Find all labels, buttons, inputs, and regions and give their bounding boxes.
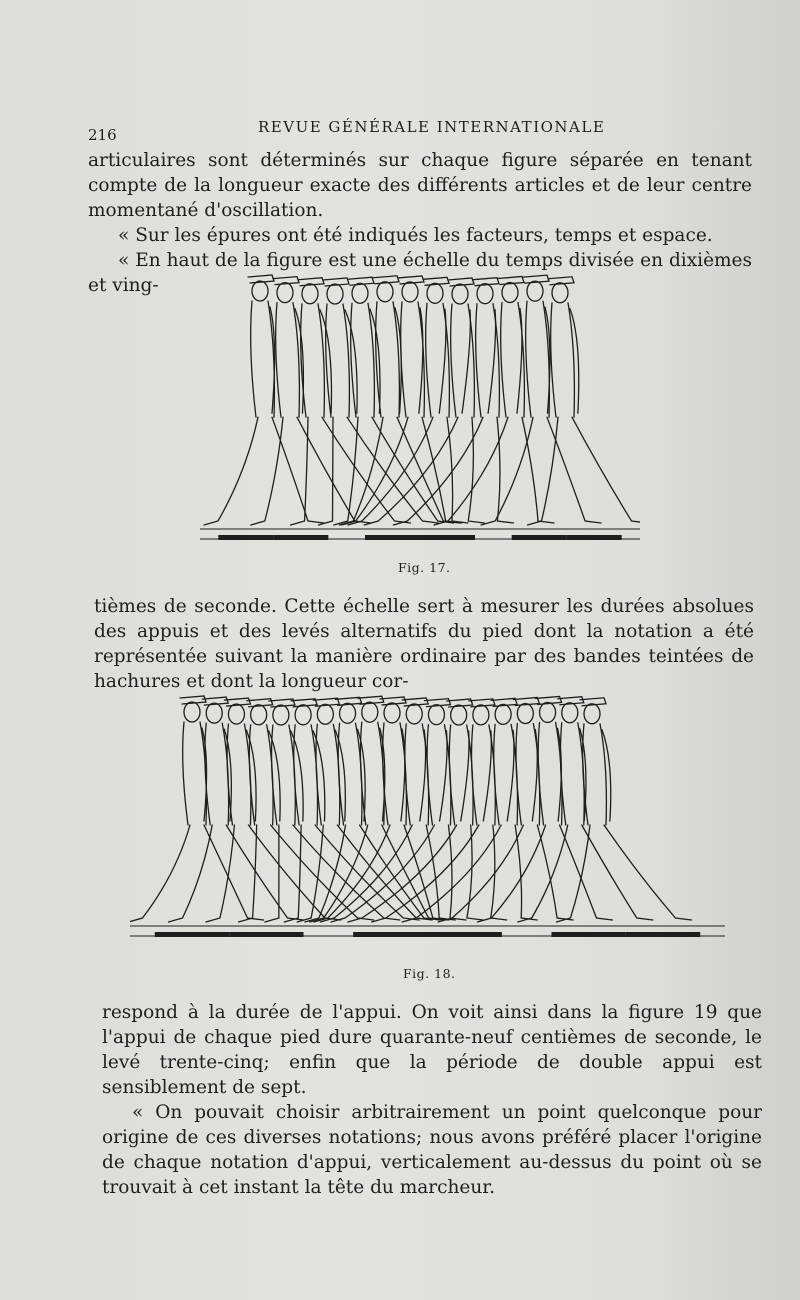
text-block-middle bbox=[94, 594, 754, 694]
leg bbox=[272, 417, 324, 523]
walker-phase bbox=[348, 699, 483, 922]
leg bbox=[169, 825, 213, 922]
torso bbox=[560, 723, 584, 825]
support-band bbox=[273, 535, 328, 540]
head bbox=[302, 284, 318, 304]
paragraph: tièmes de seconde. Cette échelle sert à mesurer les durées absolues des appuis et des levés alternatifs du pied dont la notation a été représentée suivant la manière ordinaire par des bandes teintées de hachures et dont la longueur cor- bbox=[94, 596, 754, 692]
paragraph: « En haut de la figure est une échelle du temps divisée en dixièmes et ving- bbox=[88, 250, 752, 296]
head bbox=[428, 705, 444, 725]
torso bbox=[294, 725, 318, 825]
paragraph: articulaires sont déterminés sur chaque figure séparée en tenant compte de la longueur exacte des différents articles et de leur centre momentané d'oscillation. bbox=[88, 150, 752, 221]
head bbox=[473, 705, 489, 725]
walker-phase bbox=[372, 699, 507, 922]
cap bbox=[323, 278, 349, 286]
arm bbox=[439, 309, 446, 413]
leg bbox=[497, 417, 513, 523]
head bbox=[252, 281, 268, 301]
leg bbox=[518, 825, 568, 922]
arm bbox=[461, 731, 469, 821]
cap bbox=[248, 275, 274, 283]
torso bbox=[276, 303, 300, 418]
leg bbox=[547, 417, 601, 523]
cap bbox=[473, 278, 499, 286]
arm bbox=[462, 310, 470, 413]
leg bbox=[537, 825, 573, 920]
head bbox=[277, 283, 293, 303]
walker-phases bbox=[204, 275, 640, 525]
walker-phase bbox=[130, 696, 264, 922]
leg bbox=[130, 825, 190, 922]
torso bbox=[183, 722, 207, 825]
head bbox=[317, 704, 333, 724]
torso bbox=[326, 304, 350, 417]
head bbox=[502, 283, 518, 303]
leg bbox=[204, 417, 258, 525]
head bbox=[384, 703, 400, 723]
leg bbox=[522, 417, 554, 523]
torso bbox=[360, 722, 384, 825]
cap bbox=[558, 697, 584, 705]
arm bbox=[532, 730, 537, 822]
torso bbox=[205, 723, 229, 825]
support-band bbox=[365, 535, 420, 540]
leg bbox=[342, 417, 408, 525]
leg bbox=[448, 825, 466, 920]
head bbox=[477, 284, 493, 304]
walker-phase bbox=[320, 698, 455, 922]
paragraph: respond à la durée de l'appui. On voit ainsi dans la figure 19 que l'appui de chaque pied dure quarante-neuf centièmes de seconde, le levé trente-cinq; enfin que la période de double appui est sensiblement de sept. bbox=[102, 1002, 762, 1098]
torso bbox=[301, 304, 325, 417]
head bbox=[340, 703, 356, 723]
text-block-bottom bbox=[102, 1000, 762, 1200]
head bbox=[273, 705, 289, 725]
support-notation-bands bbox=[218, 535, 621, 540]
walker-phase bbox=[334, 277, 454, 525]
head bbox=[206, 703, 222, 723]
head bbox=[452, 284, 468, 304]
figure-17-caption: Fig. 17. bbox=[398, 560, 451, 575]
leg bbox=[265, 825, 279, 922]
torso bbox=[249, 725, 273, 825]
head bbox=[517, 704, 533, 724]
support-band bbox=[353, 932, 427, 937]
leg bbox=[560, 825, 613, 920]
figure-18-drawing bbox=[130, 692, 725, 954]
figure-17-drawing bbox=[200, 265, 640, 550]
paragraph: « Sur les épures ont été indiqués les facteurs, temps et espace. bbox=[118, 225, 713, 246]
head bbox=[251, 705, 267, 725]
head bbox=[427, 283, 443, 303]
support-band bbox=[551, 932, 625, 937]
figure-18-caption: Fig. 18. bbox=[403, 966, 456, 981]
cap bbox=[348, 277, 374, 285]
head bbox=[352, 283, 368, 303]
cap bbox=[373, 276, 399, 284]
support-band bbox=[420, 535, 475, 540]
support-band bbox=[567, 535, 622, 540]
leg bbox=[226, 825, 303, 920]
leg bbox=[434, 417, 508, 525]
cap bbox=[180, 696, 206, 704]
support-band bbox=[229, 932, 303, 937]
head bbox=[362, 702, 378, 722]
torso bbox=[401, 302, 425, 417]
leg bbox=[515, 825, 537, 920]
torso bbox=[251, 301, 275, 417]
head bbox=[295, 705, 311, 725]
cap bbox=[498, 277, 524, 285]
arm bbox=[488, 310, 495, 414]
leg bbox=[239, 825, 257, 922]
cap bbox=[398, 276, 424, 284]
head bbox=[184, 702, 200, 722]
head bbox=[552, 283, 568, 303]
walker-phase bbox=[438, 698, 573, 923]
torso bbox=[538, 722, 562, 825]
leg bbox=[334, 417, 358, 525]
torso bbox=[526, 301, 550, 417]
torso bbox=[338, 723, 362, 825]
support-band bbox=[512, 535, 567, 540]
head bbox=[327, 284, 343, 304]
walker-phases bbox=[130, 696, 691, 922]
torso bbox=[272, 725, 296, 825]
leg bbox=[477, 825, 545, 922]
leg bbox=[314, 825, 390, 922]
head bbox=[527, 281, 543, 301]
walker-phase bbox=[251, 277, 371, 525]
head bbox=[584, 704, 600, 724]
figure-18 bbox=[130, 692, 725, 954]
arm bbox=[517, 309, 522, 414]
support-band bbox=[155, 932, 229, 937]
head bbox=[562, 703, 578, 723]
torso bbox=[316, 724, 340, 825]
leg bbox=[604, 825, 691, 920]
head bbox=[406, 704, 422, 724]
leg bbox=[572, 417, 640, 523]
arm bbox=[483, 731, 491, 821]
arm bbox=[507, 730, 514, 821]
head bbox=[451, 705, 467, 725]
head bbox=[402, 282, 418, 302]
cap bbox=[298, 278, 324, 286]
torso bbox=[551, 303, 575, 417]
cap bbox=[273, 277, 299, 285]
support-band bbox=[218, 535, 273, 540]
walker-phase bbox=[556, 698, 691, 922]
leg bbox=[339, 417, 383, 525]
support-band bbox=[626, 932, 700, 937]
page-number: 216 bbox=[88, 126, 117, 144]
journal-title: REVUE GÉNÉRALE INTERNATIONALE bbox=[258, 118, 606, 136]
walker-phase bbox=[169, 697, 304, 922]
support-band bbox=[428, 932, 502, 937]
cap bbox=[548, 277, 574, 285]
cap bbox=[423, 277, 449, 285]
support-notation-bands bbox=[155, 932, 700, 937]
paragraph: « On pouvait choisir arbitrairement un point quelconque pour origine de ces diverses notations; nous avons préféré placer l'origine de chaque notation d'appui, verticalement au-dessus du point où se trouvait à cet instant la tête du marcheur. bbox=[102, 1102, 762, 1198]
torso bbox=[351, 303, 375, 417]
running-head bbox=[88, 118, 768, 148]
cap bbox=[448, 278, 474, 286]
walker-phase bbox=[342, 276, 462, 525]
figure-17 bbox=[200, 265, 640, 550]
head bbox=[228, 704, 244, 724]
arm bbox=[440, 731, 447, 821]
cap bbox=[523, 275, 549, 283]
leg bbox=[305, 825, 346, 922]
head bbox=[495, 704, 511, 724]
head bbox=[540, 702, 556, 722]
head bbox=[377, 282, 393, 302]
leg bbox=[556, 825, 590, 922]
